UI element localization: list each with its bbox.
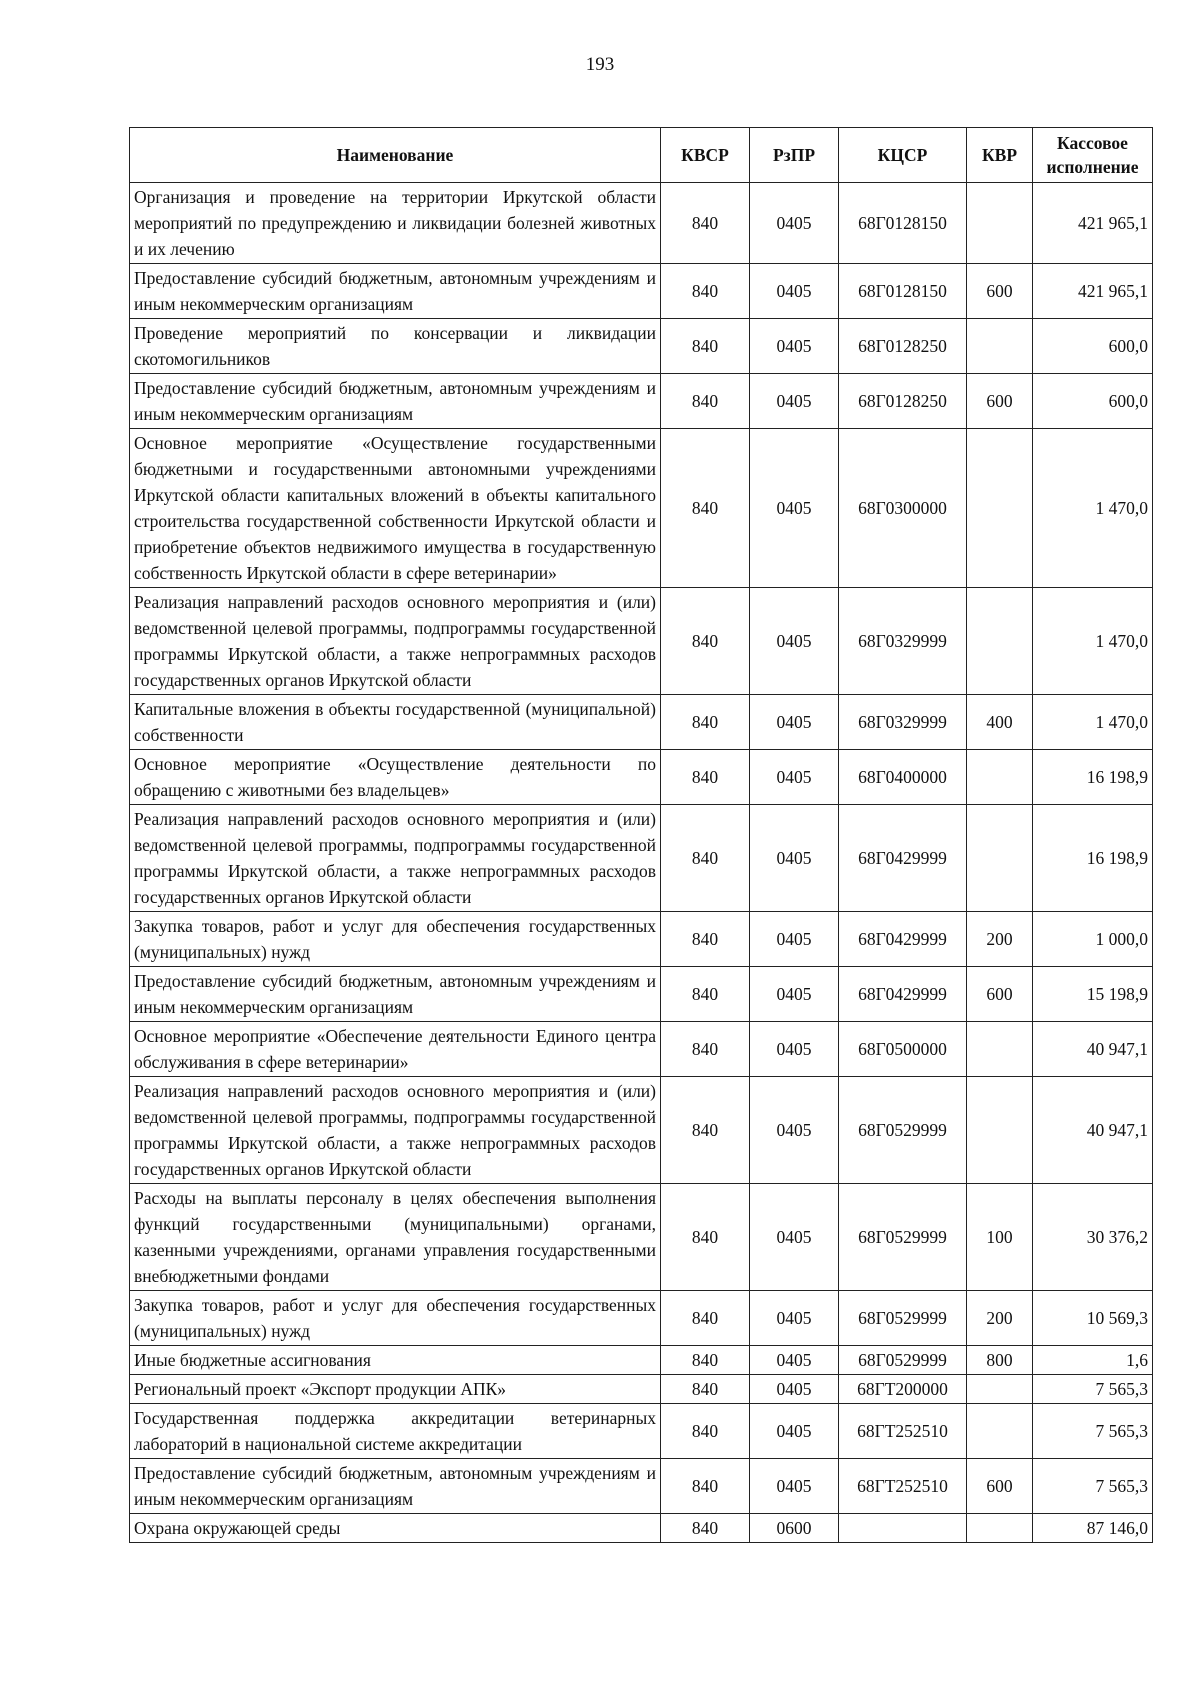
table-header-row xyxy=(130,128,1153,183)
cell-kvr: 600 xyxy=(967,1459,1033,1514)
header-kvsr: КВСР xyxy=(661,128,750,183)
cell-rzpr: 0405 xyxy=(750,912,839,967)
cell-sum: 7 565,3 xyxy=(1033,1459,1153,1514)
cell-name: Предоставление субсидий бюджетным, автономным учреждениям и иным некоммерческим организациям xyxy=(130,1459,661,1514)
cell-name: Закупка товаров, работ и услуг для обеспечения государственных (муниципальных) нужд xyxy=(130,1291,661,1346)
table-row xyxy=(130,1184,1153,1291)
cell-kcsr: 68Г0329999 xyxy=(839,588,967,695)
cell-sum: 1,6 xyxy=(1033,1346,1153,1375)
cell-rzpr: 0600 xyxy=(750,1514,839,1543)
cell-sum: 7 565,3 xyxy=(1033,1375,1153,1404)
cell-sum: 87 146,0 xyxy=(1033,1514,1153,1543)
cell-kvr xyxy=(967,1404,1033,1459)
cell-sum: 1 000,0 xyxy=(1033,912,1153,967)
cell-rzpr: 0405 xyxy=(750,750,839,805)
table-row xyxy=(130,1404,1153,1459)
cell-kvr: 100 xyxy=(967,1184,1033,1291)
table-row xyxy=(130,1346,1153,1375)
cell-kvsr: 840 xyxy=(661,588,750,695)
cell-rzpr: 0405 xyxy=(750,264,839,319)
cell-kvsr: 840 xyxy=(661,1514,750,1543)
cell-kvr xyxy=(967,1022,1033,1077)
cell-name: Основное мероприятие «Осуществление государственными бюджетными и государственными автономными учреждениями Иркутской области капитальных вложений в объекты капитального строительства государственной собственности Иркутской области и приобретение объектов недвижимого имущества в государственную собственность Иркутской области в сфере ветеринарии» xyxy=(130,429,661,588)
cell-kvr xyxy=(967,429,1033,588)
cell-sum: 10 569,3 xyxy=(1033,1291,1153,1346)
page-number: 193 xyxy=(585,54,615,75)
cell-kvsr: 840 xyxy=(661,1459,750,1514)
cell-rzpr: 0405 xyxy=(750,1375,839,1404)
table-row xyxy=(130,1291,1153,1346)
cell-kcsr: 68Г0128250 xyxy=(839,374,967,429)
cell-sum: 40 947,1 xyxy=(1033,1077,1153,1184)
cell-kvr xyxy=(967,750,1033,805)
cell-kcsr: 68Г0400000 xyxy=(839,750,967,805)
cell-kvsr: 840 xyxy=(661,319,750,374)
cell-kcsr: 68ГТ252510 xyxy=(839,1404,967,1459)
cell-kcsr: 68Г0529999 xyxy=(839,1184,967,1291)
cell-kvsr: 840 xyxy=(661,264,750,319)
table-row xyxy=(130,1022,1153,1077)
cell-kcsr: 68Г0128250 xyxy=(839,319,967,374)
cell-sum: 16 198,9 xyxy=(1033,750,1153,805)
cell-rzpr: 0405 xyxy=(750,319,839,374)
cell-sum: 30 376,2 xyxy=(1033,1184,1153,1291)
cell-rzpr: 0405 xyxy=(750,374,839,429)
table-row xyxy=(130,750,1153,805)
cell-sum: 15 198,9 xyxy=(1033,967,1153,1022)
cell-rzpr: 0405 xyxy=(750,183,839,264)
cell-kvsr: 840 xyxy=(661,1291,750,1346)
cell-sum: 1 470,0 xyxy=(1033,429,1153,588)
cell-kvsr: 840 xyxy=(661,1346,750,1375)
cell-name: Региональный проект «Экспорт продукции АПК» xyxy=(130,1375,661,1404)
cell-name: Основное мероприятие «Обеспечение деятельности Единого центра обслуживания в сфере ветеринарии» xyxy=(130,1022,661,1077)
cell-kvsr: 840 xyxy=(661,183,750,264)
cell-kvr: 800 xyxy=(967,1346,1033,1375)
table-row xyxy=(130,912,1153,967)
header-kvr: КВР xyxy=(967,128,1033,183)
header-kcsr: КЦСР xyxy=(839,128,967,183)
cell-name: Предоставление субсидий бюджетным, автономным учреждениям и иным некоммерческим организациям xyxy=(130,264,661,319)
cell-rzpr: 0405 xyxy=(750,805,839,912)
table-row xyxy=(130,183,1153,264)
cell-name: Реализация направлений расходов основного мероприятия и (или) ведомственной целевой программы, подпрограммы государственной программы Иркутской области, а также непрограммных расходов государственных органов Иркутской области xyxy=(130,1077,661,1184)
cell-sum: 600,0 xyxy=(1033,319,1153,374)
cell-sum: 16 198,9 xyxy=(1033,805,1153,912)
cell-kvsr: 840 xyxy=(661,695,750,750)
table-row xyxy=(130,319,1153,374)
cell-rzpr: 0405 xyxy=(750,967,839,1022)
cell-kvr xyxy=(967,183,1033,264)
cell-name: Государственная поддержка аккредитации ветеринарных лабораторий в национальной системе аккредитации xyxy=(130,1404,661,1459)
cell-rzpr: 0405 xyxy=(750,1291,839,1346)
cell-sum: 600,0 xyxy=(1033,374,1153,429)
cell-rzpr: 0405 xyxy=(750,695,839,750)
cell-kcsr: 68Г0529999 xyxy=(839,1077,967,1184)
cell-kvsr: 840 xyxy=(661,967,750,1022)
cell-kcsr: 68ГТ252510 xyxy=(839,1459,967,1514)
cell-kvr: 200 xyxy=(967,912,1033,967)
cell-rzpr: 0405 xyxy=(750,588,839,695)
table-row xyxy=(130,1077,1153,1184)
cell-name: Охрана окружающей среды xyxy=(130,1514,661,1543)
cell-kvsr: 840 xyxy=(661,1184,750,1291)
header-rzpr: РзПР xyxy=(750,128,839,183)
table-row xyxy=(130,967,1153,1022)
cell-kvsr: 840 xyxy=(661,1022,750,1077)
cell-kvsr: 840 xyxy=(661,1404,750,1459)
cell-kvsr: 840 xyxy=(661,374,750,429)
cell-kvr xyxy=(967,1514,1033,1543)
cell-sum: 40 947,1 xyxy=(1033,1022,1153,1077)
cell-rzpr: 0405 xyxy=(750,1077,839,1184)
cell-kvsr: 840 xyxy=(661,912,750,967)
cell-rzpr: 0405 xyxy=(750,1346,839,1375)
cell-kcsr: 68Г0429999 xyxy=(839,805,967,912)
cell-kvr: 200 xyxy=(967,1291,1033,1346)
cell-kcsr: 68Г0429999 xyxy=(839,967,967,1022)
cell-kvr xyxy=(967,588,1033,695)
cell-kvsr: 840 xyxy=(661,1077,750,1184)
cell-name: Проведение мероприятий по консервации и ликвидации скотомогильников xyxy=(130,319,661,374)
cell-kcsr: 68Г0529999 xyxy=(839,1346,967,1375)
table-row xyxy=(130,1375,1153,1404)
cell-rzpr: 0405 xyxy=(750,429,839,588)
cell-kvr xyxy=(967,319,1033,374)
cell-name: Основное мероприятие «Осуществление деятельности по обращению с животными без владельцев» xyxy=(130,750,661,805)
cell-kvr xyxy=(967,1375,1033,1404)
cell-kvsr: 840 xyxy=(661,805,750,912)
cell-kcsr: 68Г0300000 xyxy=(839,429,967,588)
cell-name: Капитальные вложения в объекты государственной (муниципальной) собственности xyxy=(130,695,661,750)
table-row xyxy=(130,805,1153,912)
cell-kcsr: 68Г0128150 xyxy=(839,264,967,319)
cell-kvr: 600 xyxy=(967,967,1033,1022)
cell-name: Иные бюджетные ассигнования xyxy=(130,1346,661,1375)
cell-kcsr: 68Г0429999 xyxy=(839,912,967,967)
cell-kvr xyxy=(967,805,1033,912)
cell-name: Предоставление субсидий бюджетным, автономным учреждениям и иным некоммерческим организациям xyxy=(130,374,661,429)
cell-kcsr: 68ГТ200000 xyxy=(839,1375,967,1404)
cell-kvr: 400 xyxy=(967,695,1033,750)
header-name: Наименование xyxy=(130,128,661,183)
cell-name: Организация и проведение на территории Иркутской области мероприятий по предупреждению и ликвидации болезней животных и их лечению xyxy=(130,183,661,264)
cell-kcsr: 68Г0329999 xyxy=(839,695,967,750)
cell-sum: 421 965,1 xyxy=(1033,264,1153,319)
cell-kvr: 600 xyxy=(967,264,1033,319)
cell-rzpr: 0405 xyxy=(750,1184,839,1291)
cell-kcsr: 68Г0500000 xyxy=(839,1022,967,1077)
cell-name: Реализация направлений расходов основного мероприятия и (или) ведомственной целевой программы, подпрограммы государственной программы Иркутской области, а также непрограммных расходов государственных органов Иркутской области xyxy=(130,805,661,912)
table-row xyxy=(130,1514,1153,1543)
table-row xyxy=(130,588,1153,695)
table-row xyxy=(130,429,1153,588)
cell-name: Расходы на выплаты персоналу в целях обеспечения выполнения функций государственными (муниципальными) органами, казенными учреждениями, органами управления государственными внебюджетными фондами xyxy=(130,1184,661,1291)
cell-kcsr: 68Г0529999 xyxy=(839,1291,967,1346)
cell-kvr xyxy=(967,1077,1033,1184)
table-row xyxy=(130,695,1153,750)
cell-sum: 421 965,1 xyxy=(1033,183,1153,264)
cell-name: Предоставление субсидий бюджетным, автономным учреждениям и иным некоммерческим организациям xyxy=(130,967,661,1022)
table-row xyxy=(130,1459,1153,1514)
cell-rzpr: 0405 xyxy=(750,1022,839,1077)
table-row xyxy=(130,374,1153,429)
table-row xyxy=(130,264,1153,319)
cell-kvr: 600 xyxy=(967,374,1033,429)
cell-kvsr: 840 xyxy=(661,750,750,805)
budget-table xyxy=(129,127,1153,1543)
cell-sum: 1 470,0 xyxy=(1033,695,1153,750)
cell-kcsr xyxy=(839,1514,967,1543)
header-sum: Кассовое исполнение xyxy=(1033,128,1153,183)
cell-sum: 7 565,3 xyxy=(1033,1404,1153,1459)
cell-name: Закупка товаров, работ и услуг для обеспечения государственных (муниципальных) нужд xyxy=(130,912,661,967)
cell-kvsr: 840 xyxy=(661,1375,750,1404)
cell-kcsr: 68Г0128150 xyxy=(839,183,967,264)
cell-rzpr: 0405 xyxy=(750,1459,839,1514)
cell-kvsr: 840 xyxy=(661,429,750,588)
cell-rzpr: 0405 xyxy=(750,1404,839,1459)
cell-sum: 1 470,0 xyxy=(1033,588,1153,695)
cell-name: Реализация направлений расходов основного мероприятия и (или) ведомственной целевой программы, подпрограммы государственной программы Иркутской области, а также непрограммных расходов государственных органов Иркутской области xyxy=(130,588,661,695)
